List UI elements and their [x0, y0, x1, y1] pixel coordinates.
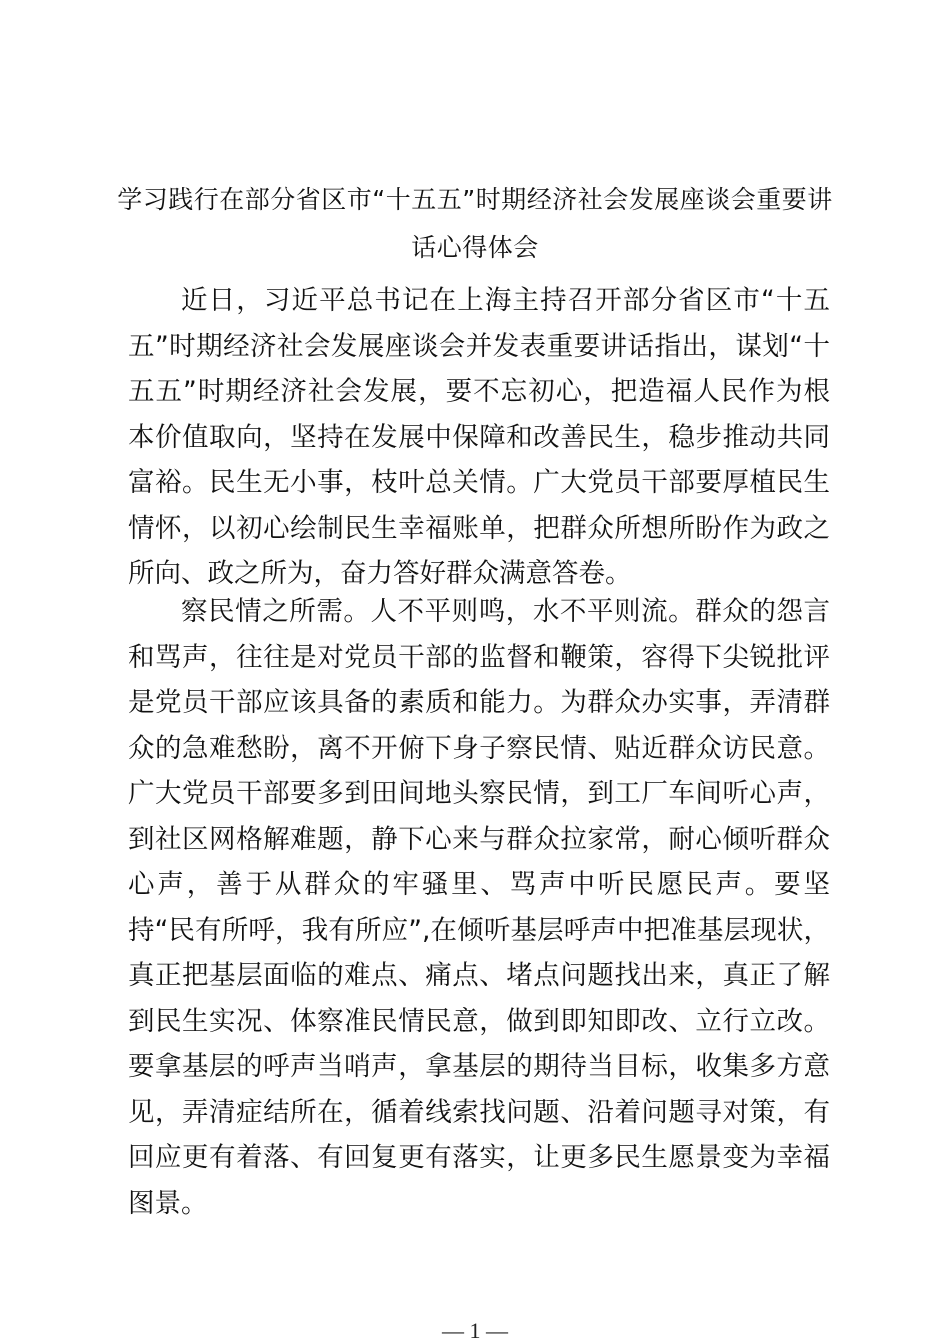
- paragraph-2: 察民情之所需。人不平则鸣，水不平则流。群众的怨言和骂声，往往是对党员干部的监督和鞭策，容得下尖锐批评是党员干部应该具备的素质和能力。为群众办实事，弄清群众的急难愁盼，离不开俯下身子察民情、贴近群众访民意。广大党员干部要多到田间地头察民情，到工厂车间听心声，到社区网格解难题，静下心来与群众拉家常，耐心倾听群众心声，善于从群众的牢骚里、骂声中听民愿民声。要坚持“民有所呼，我有所应”,在倾听基层呼声中把准基层现状，真正把基层面临的难点、痛点、堵点问题找出来，真正了解到民生实况、体察准民情民意，做到即知即改、立行立改。要拿基层的呼声当哨声，拿基层的期待当目标，收集多方意见，弄清症结所在，循着线索找问题、沿着问题寻对策，有回应更有着落、有回复更有落实，让更多民生愿景变为幸福图景。: [128, 596, 830, 1219]
- document-title: 学习践行在部分省区市“十五五”时期经济社会发展座谈会重要讲话心得体会: [117, 185, 833, 262]
- paragraph-1: 近日，习近平总书记在上海主持召开部分省区市“十五五”时期经济社会发展座谈会并发表重要讲话指出，谋划“十五五”时期经济社会发展，要不忘初心，把造福人民作为根本价值取向，坚持在发展中保障和改善民生，稳步推动共同富裕。民生无小事，枝叶总关情。广大党员干部要厚植民生情怀，以初心绘制民生幸福账单，把群众所想所盼作为政之所向、政之所为，奋力答好群众满意答卷。: [128, 285, 830, 589]
- page-number: — 1 —: [442, 1318, 508, 1343]
